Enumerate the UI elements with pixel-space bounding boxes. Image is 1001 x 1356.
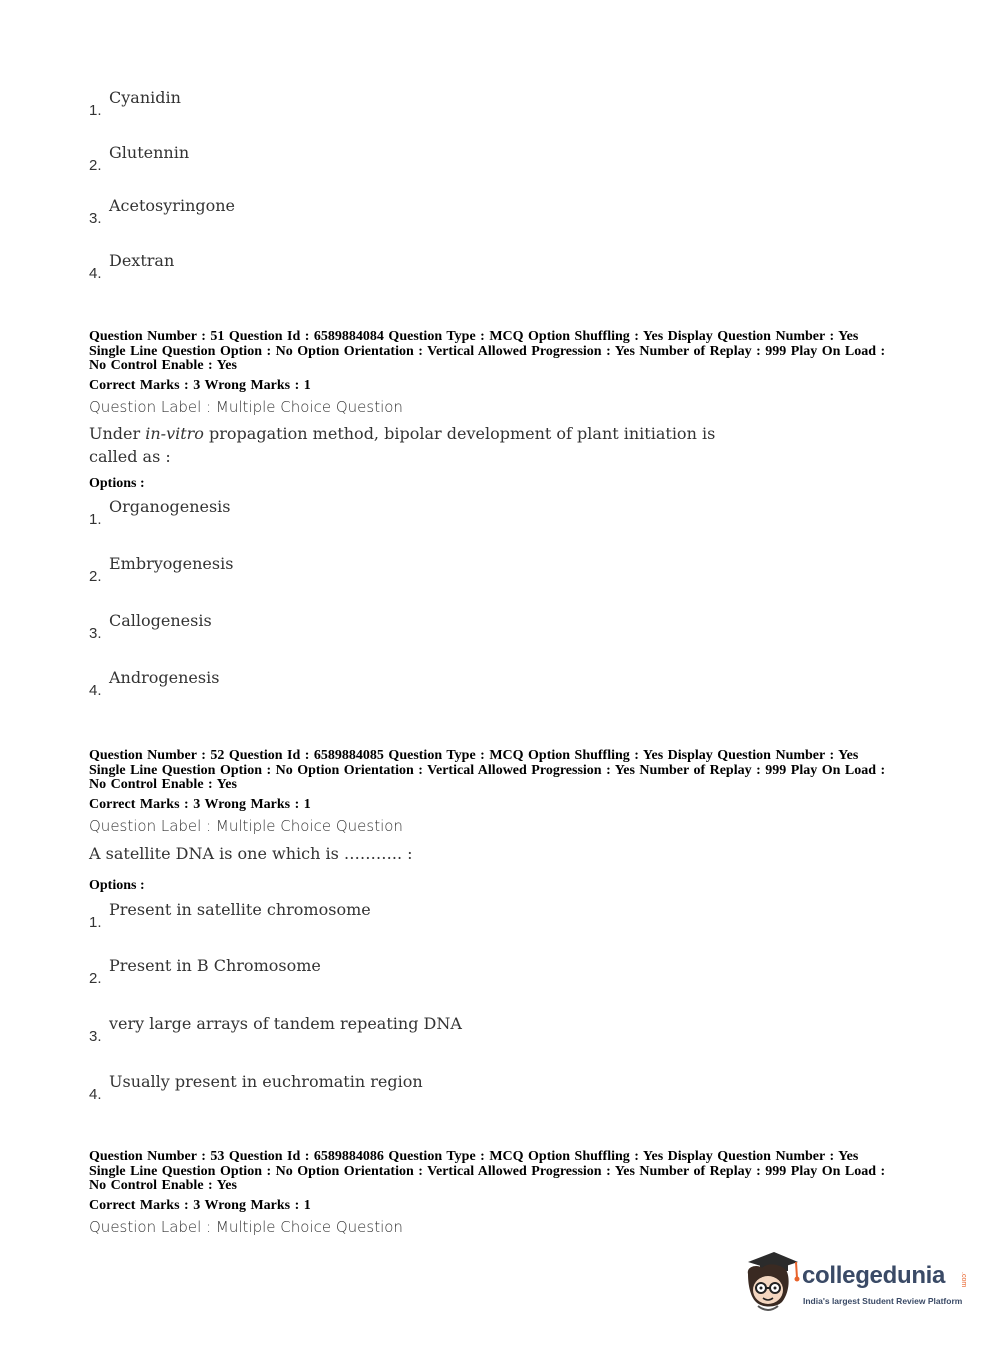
option-number: 3. [89, 210, 102, 227]
logo-tagline: India's largest Student Review Platform [803, 1296, 963, 1306]
option-text: Organogenesis [109, 497, 231, 516]
meta-line: Single Line Question Option : No Option Orientation : Vertical Allowed Progression : Yes Number of Replay : 999 Play On Load : [89, 762, 886, 778]
collegedunia-logo [740, 1248, 970, 1320]
option-number: 1. [89, 914, 102, 931]
option-text: Callogenesis [109, 611, 212, 630]
question-label: Question Label : Multiple Choice Question [89, 1218, 403, 1236]
option-number: 4. [89, 265, 102, 282]
question-text [89, 422, 729, 468]
mascot-icon [740, 1248, 800, 1316]
logo-wordmark: collegedunia [802, 1262, 946, 1289]
meta-line: Question Number : 51 Question Id : 6589884084 Question Type : MCQ Option Shuffling : Yes Display Question Number : Yes [89, 329, 859, 344]
options-heading: Options : [89, 878, 145, 893]
option-text: Androgenesis [109, 668, 220, 687]
option-text: Usually present in euchromatin region [109, 1072, 423, 1091]
option-text: Acetosyringone [109, 196, 236, 215]
question-label: Question Label : Multiple Choice Question [89, 817, 403, 835]
question-meta [89, 330, 919, 374]
option-number: 3. [89, 1028, 102, 1045]
meta-line: No Control Enable : Yes [89, 1178, 237, 1193]
option-number: 1. [89, 511, 102, 528]
question-text-italic: in-vitro [145, 424, 204, 443]
marks-line: Correct Marks : 3 Wrong Marks : 1 [89, 797, 311, 812]
options-heading: Options : [89, 476, 145, 491]
meta-line: Single Line Question Option : No Option Orientation : Vertical Allowed Progression : Yes Number of Replay : 999 Play On Load : [89, 1163, 886, 1179]
question-meta [89, 749, 919, 793]
option-number: 4. [89, 1086, 102, 1103]
option-number: 4. [89, 682, 102, 699]
question-meta [89, 1150, 919, 1194]
meta-line: Question Number : 52 Question Id : 6589884085 Question Type : MCQ Option Shuffling : Yes Display Question Number : Yes [89, 748, 859, 763]
question-label: Question Label : Multiple Choice Question [89, 398, 403, 416]
option-text: Glutennin [109, 143, 190, 162]
option-text: Present in satellite chromosome [109, 900, 371, 919]
meta-line: No Control Enable : Yes [89, 358, 237, 373]
marks-line: Correct Marks : 3 Wrong Marks : 1 [89, 378, 311, 393]
marks-line: Correct Marks : 3 Wrong Marks : 1 [89, 1198, 311, 1213]
question-text-part: Under [89, 424, 146, 443]
logo-domain: .com [960, 1272, 967, 1288]
option-text: Dextran [109, 251, 175, 270]
question-text-part: called as : [89, 447, 171, 466]
option-text: Present in B Chromosome [109, 956, 321, 975]
option-number: 3. [89, 625, 102, 642]
option-text: very large arrays of tandem repeating DNA [109, 1014, 462, 1033]
option-number: 1. [89, 102, 102, 119]
option-text: Cyanidin [109, 88, 181, 107]
meta-line: Single Line Question Option : No Option Orientation : Vertical Allowed Progression : Yes Number of Replay : 999 Play On Load : [89, 343, 886, 359]
option-text: Embryogenesis [109, 554, 234, 573]
question-text-part: propagation method, bipolar development of plant initiation is [203, 424, 716, 443]
question-text: A satellite DNA is one which is ……….. : [89, 844, 413, 863]
option-number: 2. [89, 157, 102, 174]
meta-line: No Control Enable : Yes [89, 777, 237, 792]
option-number: 2. [89, 568, 102, 585]
meta-line: Question Number : 53 Question Id : 6589884086 Question Type : MCQ Option Shuffling : Yes Display Question Number : Yes [89, 1149, 859, 1164]
option-number: 2. [89, 970, 102, 987]
